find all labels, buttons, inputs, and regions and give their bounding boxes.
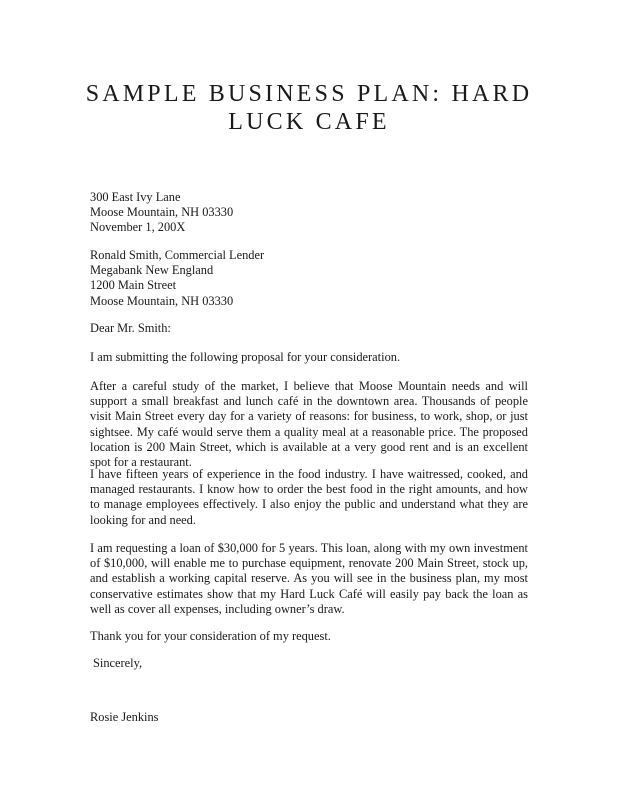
signature-name: Rosie Jenkins — [90, 710, 159, 724]
recipient-address — [90, 248, 528, 309]
recipient-street: 1200 Main Street — [90, 278, 177, 293]
sender-street: 300 East Ivy Lane — [90, 190, 181, 204]
paragraph-experience: I have fifteen years of experience in the food industry. I have waitressed, cooked, and managed restaurants. I know how to order the best food in the right amounts, and how to manage employees effectively. I also enjoy the public and understand what they are looking for and need. — [90, 467, 528, 527]
paragraph-thanks: Thank you for your consideration of my request. — [90, 629, 331, 643]
closing: Sincerely, — [93, 656, 143, 670]
salutation: Dear Mr. Smith: — [90, 321, 171, 335]
recipient-city: Moose Mountain, NH 03330 — [90, 293, 234, 308]
document-title-line-2: LUCK CAFE — [228, 109, 390, 135]
document-title — [60, 80, 558, 136]
document-title-line-1: SAMPLE BUSINESS PLAN: HARD — [85, 81, 533, 107]
sender-city: Moose Mountain, NH 03330 — [90, 205, 234, 220]
recipient-name: Ronald Smith, Commercial Lender — [90, 248, 265, 262]
letter-date: November 1, 200X — [90, 220, 186, 235]
paragraph-loan-request: I am requesting a loan of $30,000 for 5 years. This loan, along with my own investment of $10,000, will enable me to purchase equipment, renovate 200 Main Street, stock up, and establish a working capital reserve. As you will see in the business plan, my most conservative estimates show that my Hard Luck Café will easily pay back the loan as well as cover all expenses, including owner’s draw. — [90, 541, 528, 616]
sender-address — [90, 190, 528, 236]
recipient-company: Megabank New England — [90, 263, 214, 278]
paragraph-intro: I am submitting the following proposal for your consideration. — [90, 350, 401, 364]
paragraph-market: After a careful study of the market, I believe that Moose Mountain needs and will support a small breakfast and lunch café in the downtown area. Thousands of people visit Main Street every day for a variety of reasons: for business, to work, shop, or just sightsee. My café would serve them a quality meal at a reasonable price. The proposed location is 200 Main Street, which is available at a very good rent and is an excellent spot for a restaurant. — [90, 379, 528, 470]
